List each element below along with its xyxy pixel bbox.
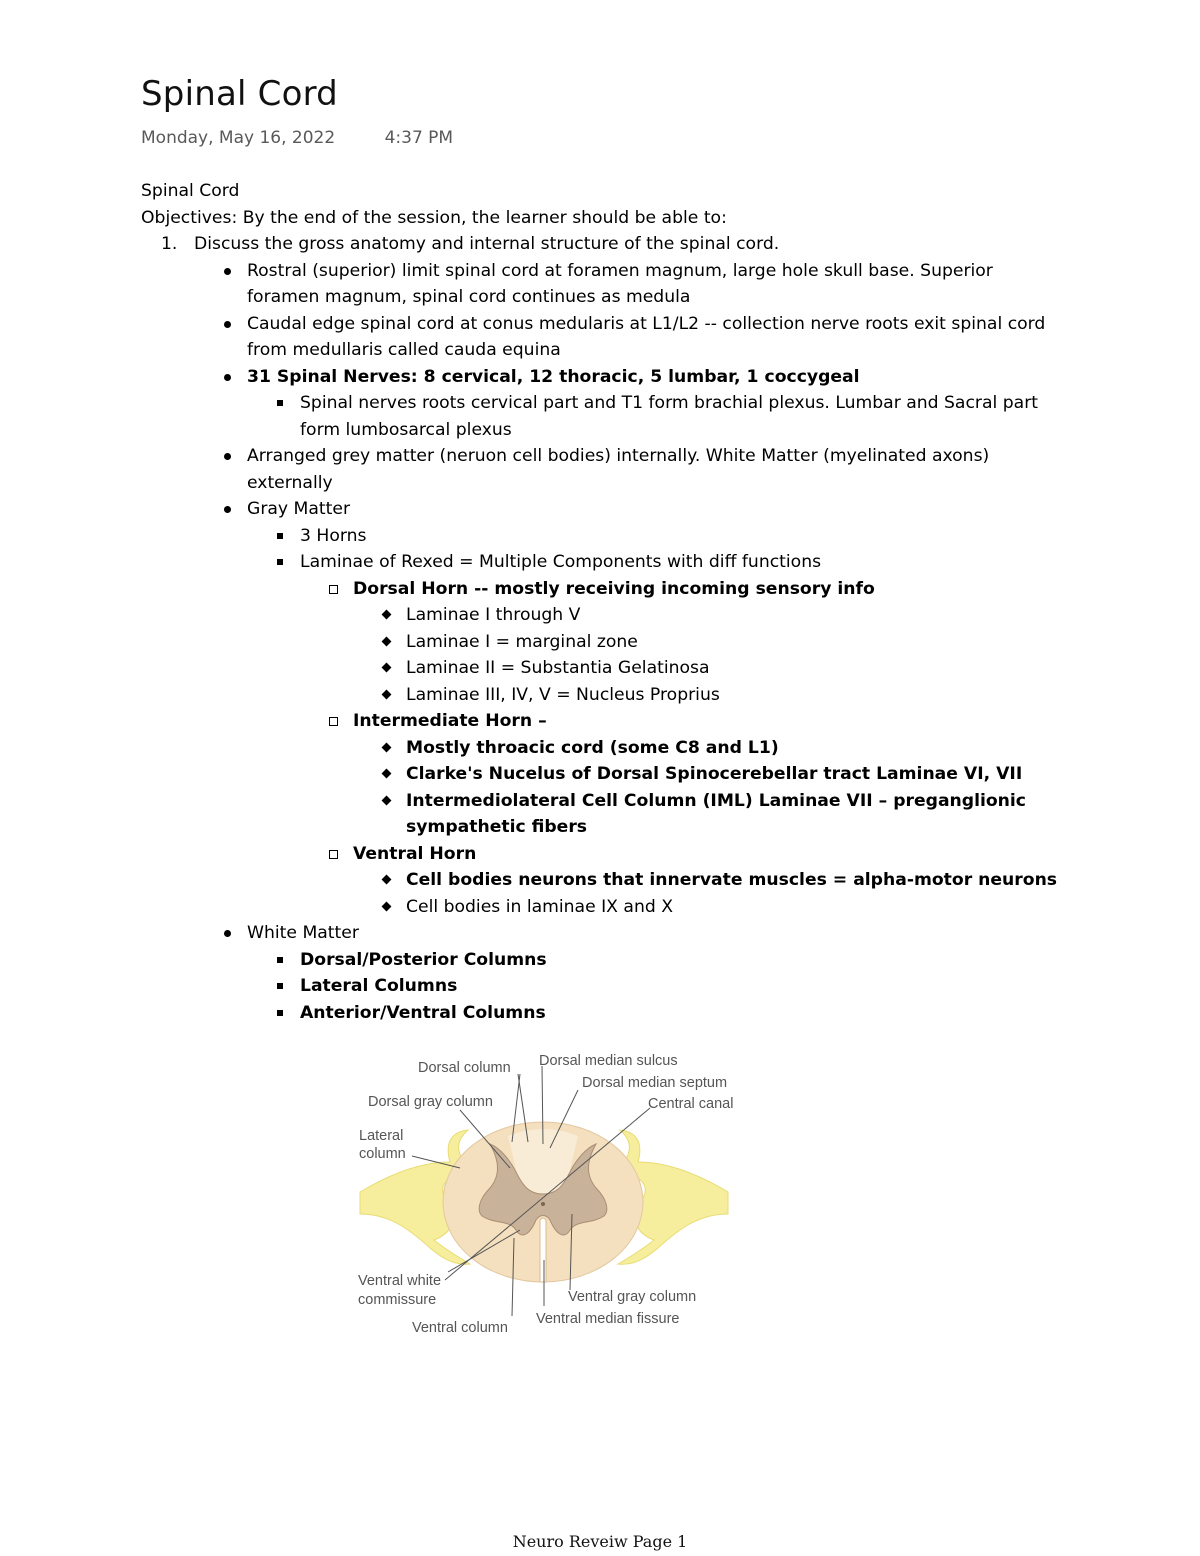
label-ventral-gray-column: Ventral gray column [568, 1289, 697, 1305]
list-item [141, 841, 1101, 868]
label-ventral-white-1: Ventral white [358, 1273, 442, 1289]
page-date: Monday, May 16, 2022 [141, 128, 336, 148]
label-dorsal-column: Dorsal column [418, 1060, 511, 1076]
page-meta [141, 128, 453, 148]
list-number: 1. [161, 234, 178, 254]
bullet-dot-icon [217, 364, 237, 381]
list-item-text: Ventral Horn [353, 843, 477, 864]
central-canal [541, 1202, 545, 1206]
label-dorsal-median-sulcus: Dorsal median sulcus [539, 1053, 678, 1069]
list-item [141, 311, 1101, 338]
label-ventral-column: Ventral column [412, 1320, 508, 1336]
list-item-text: White Matter [247, 923, 359, 943]
label-lateral-column-1: Lateral [359, 1128, 404, 1144]
list-item [141, 1000, 1101, 1027]
list-item [141, 973, 1101, 1000]
list-item [141, 761, 1101, 788]
list-item [141, 231, 1101, 258]
bullet-dot-icon [217, 258, 237, 275]
objectives-line: Objectives: By the end of the session, the learner should be able to: [141, 207, 727, 228]
list-item-text: Lateral Columns [300, 976, 458, 996]
list-item [141, 549, 1101, 576]
list-item [141, 920, 1101, 947]
list-item-text: Laminae I through V [406, 605, 581, 625]
list-item-text: Gray Matter [247, 499, 351, 519]
bullet-square-icon [270, 947, 290, 963]
list-item-text: 31 Spinal Nerves: 8 cervical, 12 thoracic, 5 lumbar, 1 coccygeal [247, 366, 860, 387]
label-dorsal-gray-column: Dorsal gray column [368, 1094, 493, 1110]
bullet-diamond-icon [376, 894, 396, 910]
label-dorsal-median-septum: Dorsal median septum [582, 1075, 728, 1091]
list-item-text: Spinal nerves roots cervical part and T1 form brachial plexus. Lumbar and Sacral part [300, 393, 1038, 413]
list-item [141, 655, 1101, 682]
bullet-diamond-icon [376, 655, 396, 671]
list-item [141, 894, 1101, 921]
list-item-continued: foramen magnum, spinal cord continues as medula [247, 287, 691, 307]
list-item-text: Laminae III, IV, V = Nucleus Proprius [406, 684, 720, 705]
list-item-continued: externally [247, 472, 333, 493]
bullet-diamond-icon [376, 867, 396, 883]
bullet-dot-icon [217, 496, 237, 513]
list-item [141, 629, 1101, 656]
list-item [141, 602, 1101, 629]
list-item [141, 523, 1101, 550]
list-item-text: Anterior/Ventral Columns [300, 1002, 546, 1023]
list-item-text: Rostral (superior) limit spinal cord at foramen magnum, large hole skull base. Superior [247, 260, 993, 281]
list-item [141, 947, 1101, 974]
bullet-hollow-square-icon [323, 708, 343, 726]
list-item-text: Cell bodies neurons that innervate muscles = alpha-motor neurons [406, 870, 1058, 890]
spinal-cord-diagram [350, 1044, 750, 1344]
list-item-continued: sympathetic fibers [406, 817, 588, 837]
list-item [141, 258, 1101, 285]
list-item [141, 735, 1101, 762]
list-item-text: Laminae of Rexed = Multiple Components with diff functions [300, 552, 822, 572]
label-ventral-median-fissure: Ventral median fissure [536, 1311, 680, 1327]
bullet-square-icon [270, 390, 290, 406]
label-lateral-column-2: column [359, 1146, 406, 1162]
page-time: 4:37 PM [384, 128, 454, 148]
list-item-text: Intermediolateral Cell Column (IML) Laminae VII – preganglionic [406, 790, 1026, 811]
list-item-text: Arranged grey matter (neruon cell bodies) internally. White Matter (myelinated axons) [247, 446, 990, 466]
list-item-text: Dorsal/Posterior Columns [300, 949, 547, 970]
list-item-text: Cell bodies in laminae IX and X [406, 896, 673, 917]
bullet-diamond-icon [376, 602, 396, 618]
page-title: Spinal Cord [141, 74, 338, 114]
list-item [141, 390, 1101, 417]
bullet-dot-icon [217, 920, 237, 937]
list-item [141, 788, 1101, 815]
list-item [141, 576, 1101, 603]
list-item-text: 3 Horns [300, 525, 367, 546]
list-item [141, 867, 1101, 894]
bullet-diamond-icon [376, 629, 396, 645]
bullet-square-icon [270, 549, 290, 565]
label-central-canal: Central canal [648, 1096, 734, 1112]
bullet-square-icon [270, 523, 290, 539]
list-item [141, 682, 1101, 709]
list-item [141, 364, 1101, 391]
bullet-dot-icon [217, 443, 237, 460]
list-item [141, 496, 1101, 523]
bullet-dot-icon [217, 311, 237, 328]
list-item-text: Dorsal Horn -- mostly receiving incoming sensory info [353, 578, 875, 599]
bullet-square-icon [270, 1000, 290, 1016]
list-item [141, 708, 1101, 735]
section-heading: Spinal Cord [141, 181, 240, 201]
list-item-continued: from medullaris called cauda equina [247, 340, 561, 360]
list-item-text: Caudal edge spinal cord at conus medularis at L1/L2 -- collection nerve roots exit spinal cord [247, 313, 1046, 334]
bullet-diamond-icon [376, 682, 396, 698]
page-footer: Neuro Reveiw Page 1 [512, 1532, 688, 1551]
bullet-square-icon [270, 973, 290, 989]
list-item-text: Discuss the gross anatomy and internal structure of the spinal cord. [194, 234, 780, 254]
spinal-cord-cross-section [350, 1044, 750, 1344]
bullet-diamond-icon [376, 788, 396, 804]
ventral-median-fissure [540, 1218, 546, 1282]
list-item-text: Intermediate Horn – [353, 711, 547, 731]
note-body [141, 178, 1101, 1026]
label-ventral-white-2: commissure [358, 1292, 437, 1308]
bullet-diamond-icon [376, 761, 396, 777]
bullet-hollow-square-icon [323, 576, 343, 594]
list-item [141, 443, 1101, 470]
bullet-diamond-icon [376, 735, 396, 751]
list-item-text: Laminae I = marginal zone [406, 631, 638, 652]
list-item-continued: form lumbosarcal plexus [300, 419, 512, 440]
list-item-text: Mostly throacic cord (some C8 and L1) [406, 737, 779, 758]
list-item-text: Clarke's Nucelus of Dorsal Spinocerebellar tract Laminae VI, VII [406, 764, 1023, 784]
bullet-hollow-square-icon [323, 841, 343, 859]
list-item-text: Laminae II = Substantia Gelatinosa [406, 658, 710, 678]
